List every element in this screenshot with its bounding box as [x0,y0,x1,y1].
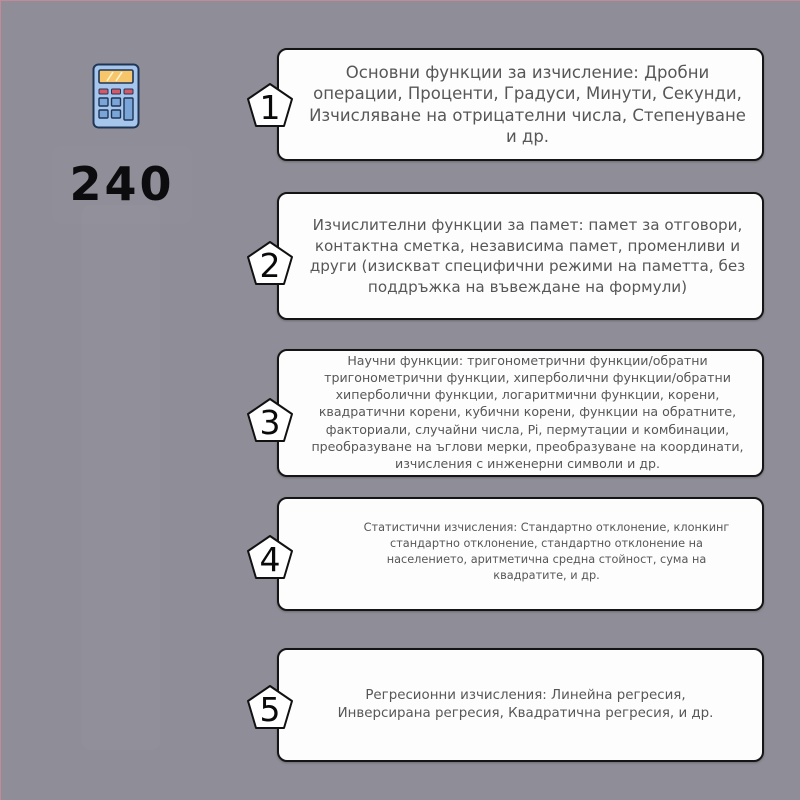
item-card-5 [277,648,764,762]
item-card-2 [277,192,764,320]
count-value: 240 [69,157,175,211]
item-text: Статистични изчисления: Стандартно отклонение, клонкинг стандартно отклонение, стандартно отклонение на населението, аритметична средна стойност, сума на квадратите, и др. [363,521,730,582]
item-text: Регресионни изчисления: Линейна регресия, Инверсирана регресия, Квадратична регресия, и др. [337,688,714,721]
number-badge-2 [246,240,294,286]
number-badge-5 [246,684,294,730]
number-badge-1 [246,82,294,128]
calculator-icon [92,63,140,129]
item-card-1 [277,48,764,161]
item-text: Изчислителни функции за памет: памет за отговори, контактна сметка, независима памет, променливи и други (изискват специфични режими на паметта, без поддръжка на въвеждане на формули) [309,216,746,296]
item-text: Основни функции за изчисление: Дробни операции, Проценти, Градуси, Минути, Секунди, Изчисляване на отрицателни числа, Степенуване и др. [309,62,746,146]
decorative-column [82,205,160,750]
item-text: Научни функции: тригонометрични функции/обратни тригонометрични функции, хиперболични функции/обратни хиперболични функции, логаритмични функции, корени, квадратични корени, кубични корени, функции на обратните, факториали, случайни числа, Pi, пермутации и комбинации, преобразуване на ъглови мерки, преобразуване на координати, изчисления с инженерни символи и др. [311,352,744,472]
badge-number: 3 [259,403,281,442]
number-badge-3 [246,397,294,443]
badge-number: 2 [259,246,281,285]
badge-number: 1 [259,88,281,127]
item-card-3 [277,349,764,477]
number-badge-4 [246,534,294,580]
left-panel [0,0,240,800]
badge-number: 5 [259,690,281,729]
badge-number: 4 [259,540,281,579]
item-card-4 [277,497,764,611]
